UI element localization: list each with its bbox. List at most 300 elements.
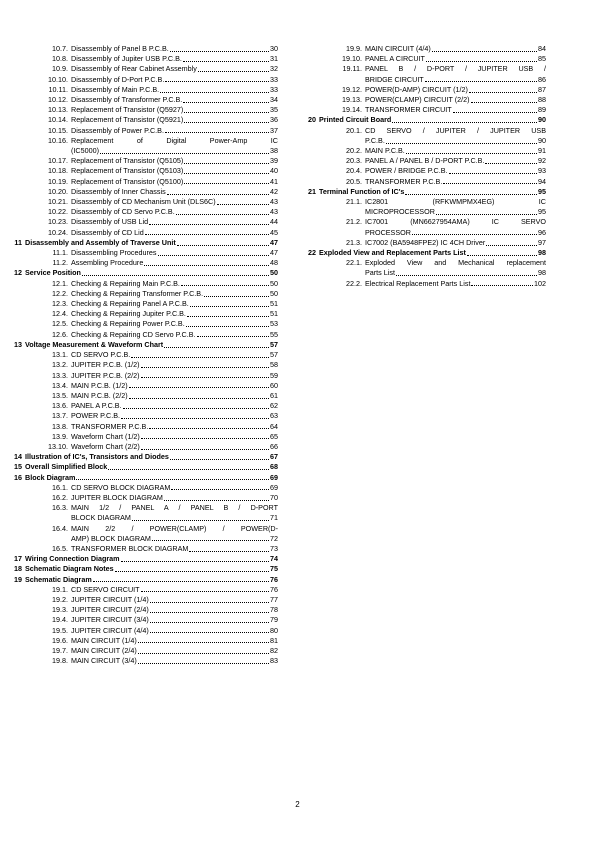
toc-entry-title: PANEL B / D-PORT / JUPITER USB / — [365, 64, 546, 74]
toc-entry-number: 10.16. — [48, 135, 68, 145]
toc-subsection-entry — [302, 217, 546, 237]
toc-entry-title: Printed Circuit Board — [319, 115, 392, 125]
toc-entry-title: Disassembly of Panel B P.C.B. — [71, 44, 169, 53]
toc-entry-page: 98 — [538, 268, 546, 278]
toc-subsection-entry — [8, 187, 278, 197]
toc-subsection-entry — [8, 228, 278, 238]
toc-entry-number: 11 — [14, 237, 22, 247]
toc-entry-number: 22.2. — [346, 278, 362, 288]
toc-entry-number: 19.2. — [52, 594, 68, 604]
dot-leader — [177, 245, 269, 246]
toc-entry-title: TRANSFORMER P.C.B. — [365, 176, 443, 186]
toc-subsection-entry — [8, 350, 278, 360]
toc-entry-page: 34 — [270, 95, 278, 105]
toc-subsection-entry — [302, 238, 546, 248]
toc-section-entry — [8, 452, 278, 462]
toc-entry-title: IC7002 (BA5948FPE2) IC 4CH Driver — [365, 237, 486, 247]
dot-leader — [129, 387, 269, 388]
dot-leader — [486, 245, 537, 246]
dot-leader — [108, 469, 269, 470]
toc-entry-page: 66 — [270, 441, 278, 451]
toc-entry-page: 50 — [270, 288, 278, 298]
toc-entry-number: 11.2. — [52, 258, 68, 268]
toc-entry-title: Parts List — [365, 268, 395, 278]
toc-subsection-entry — [8, 44, 278, 54]
toc-subsection-entry — [8, 156, 278, 166]
toc-entry-title: POWER(CLAMP) CIRCUIT (2/2) — [365, 95, 470, 105]
toc-entry-number: 10.14. — [48, 115, 68, 125]
toc-entry-number: 16.5. — [52, 543, 68, 553]
dot-leader — [485, 163, 537, 164]
toc-entry-page: 83 — [270, 656, 278, 666]
toc-entry-page: 47 — [270, 248, 278, 258]
dot-leader — [181, 285, 269, 286]
dot-leader — [149, 428, 269, 429]
toc-entry-number: 10.20. — [48, 186, 68, 196]
toc-subsection-entry — [8, 207, 278, 217]
toc-entry-page: 84 — [538, 44, 546, 53]
dot-leader — [141, 591, 269, 592]
toc-entry-title: BRIDGE CIRCUIT — [365, 74, 424, 84]
dot-leader — [171, 489, 269, 490]
toc-entry-title: Checking & Repairing Power P.C.B. — [71, 319, 185, 329]
toc-subsection-entry — [8, 54, 278, 64]
toc-entry-page: 95 — [538, 186, 546, 196]
toc-subsection-entry — [8, 391, 278, 401]
dot-leader — [183, 61, 269, 62]
toc-entry-number: 20.3. — [346, 156, 362, 166]
dot-leader — [184, 173, 269, 174]
toc-entry-number: 10.21. — [48, 197, 68, 207]
toc-entry-title: Disassembly of Inner Chassis — [71, 186, 166, 196]
toc-entry-page: 33 — [270, 84, 278, 94]
toc-entry-number: 19.13. — [342, 95, 362, 105]
toc-subsection-entry — [302, 105, 546, 115]
toc-entry-title: Waveform Chart (1/2) — [71, 431, 140, 441]
toc-entry-page: 45 — [270, 227, 278, 237]
dot-leader — [197, 336, 269, 337]
toc-entry-number: 22.1. — [346, 258, 362, 268]
toc-entry-title: JUPITER CIRCUIT (2/4) — [71, 605, 149, 615]
toc-entry-title: Disassembly of Main P.C.B. — [71, 84, 160, 94]
toc-entry-title: Waveform Chart (2/2) — [71, 441, 140, 451]
toc-entry-number: 10.17. — [48, 156, 68, 166]
toc-entry-number: 16.4. — [52, 523, 68, 533]
dot-leader — [443, 183, 537, 184]
toc-entry-title: Exploded View and Replacement Parts List — [319, 248, 466, 258]
toc-entry-page: 37 — [270, 125, 278, 135]
toc-subsection-entry — [8, 585, 278, 595]
dot-leader — [141, 449, 269, 450]
toc-entry-page: 39 — [270, 156, 278, 166]
dot-leader — [93, 581, 269, 582]
toc-subsection-entry — [302, 166, 546, 176]
toc-entry-number: 13.9. — [52, 431, 68, 441]
toc-entry-page: 75 — [270, 564, 278, 574]
toc-entry-title: POWER(D-AMP) CIRCUIT (1/2) — [365, 84, 468, 94]
toc-entry-title: Schematic Diagram — [25, 574, 92, 584]
toc-entry-title: (IC5000) — [71, 146, 99, 156]
toc-section-entry — [302, 115, 546, 125]
toc-entry-number: 10.19. — [48, 176, 68, 186]
toc-entry-page: 76 — [270, 574, 278, 584]
toc-entry-number: 19.8. — [52, 656, 68, 666]
toc-entry-title: Terminal Function of IC's — [319, 186, 405, 196]
toc-entry-page: 73 — [270, 543, 278, 553]
toc-subsection-entry — [302, 126, 546, 146]
toc-section-entry — [8, 473, 278, 483]
toc-entry-title: Disassembly of Power P.C.B. — [71, 125, 164, 135]
toc-subsection-entry — [8, 626, 278, 636]
toc-subsection-entry — [302, 279, 546, 289]
dot-leader — [164, 347, 269, 348]
dot-leader — [184, 183, 269, 184]
toc-entry-page: 50 — [270, 278, 278, 288]
toc-entry-number: 10.24. — [48, 227, 68, 237]
toc-entry-page: 59 — [270, 370, 278, 380]
toc-entry-page: 50 — [270, 268, 278, 278]
toc-subsection-entry — [8, 177, 278, 187]
toc-entry-title: Checking & Repairing Panel A P.C.B. — [71, 299, 189, 309]
toc-entry-number: 10.9. — [52, 64, 68, 74]
toc-entry-number: 11.1. — [52, 248, 68, 258]
dot-leader — [115, 571, 269, 572]
toc-entry-page: 53 — [270, 319, 278, 329]
toc-entry-page: 35 — [270, 105, 278, 115]
toc-entry-title: Checking & Repairing CD Servo P.C.B. — [71, 329, 196, 339]
toc-entry-number: 18 — [14, 564, 22, 574]
toc-entry-number: 10.23. — [48, 217, 68, 227]
toc-entry-page: 70 — [270, 492, 278, 502]
toc-entry-title: CD SERVO P.C.B. — [71, 350, 131, 360]
toc-entry-page: 90 — [538, 135, 546, 145]
toc-section-entry — [8, 564, 278, 574]
toc-entry-page: 102 — [534, 278, 546, 288]
toc-entry-title: P.C.B. — [365, 135, 385, 145]
toc-entry-number: 13.6. — [52, 401, 68, 411]
toc-entry-title: IC2801 (RFKWMPMX4EG) IC — [365, 197, 546, 207]
toc-entry-number: 16 — [14, 472, 22, 482]
toc-entry-title: Checking & Repairing Jupiter P.C.B. — [71, 309, 186, 319]
toc-entry-number: 19.1. — [52, 584, 68, 594]
toc-entry-number: 13.8. — [52, 421, 68, 431]
toc-entry-page: 62 — [270, 401, 278, 411]
dot-leader — [425, 81, 537, 82]
toc-entry-title: BLOCK DIAGRAM — [71, 513, 131, 523]
dot-leader — [471, 102, 538, 103]
toc-subsection-entry — [8, 85, 278, 95]
toc-entry-title: Disassembly of Transformer P.C.B. — [71, 95, 183, 105]
toc-subsection-entry — [8, 381, 278, 391]
dot-leader — [145, 234, 269, 235]
dot-leader — [138, 653, 269, 654]
toc-entry-number: 21.2. — [346, 217, 362, 227]
dot-leader — [217, 204, 269, 205]
dot-leader — [121, 561, 269, 562]
toc-entry-page: 87 — [538, 84, 546, 94]
toc-entry-number: 13.3. — [52, 370, 68, 380]
toc-entry-number: 15 — [14, 462, 22, 472]
toc-subsection-entry — [8, 493, 278, 503]
dot-leader — [100, 153, 269, 154]
toc-entry-number: 19.10. — [342, 54, 362, 64]
toc-subsection-entry — [8, 595, 278, 605]
toc-entry-page: 55 — [270, 329, 278, 339]
toc-subsection-entry — [8, 442, 278, 452]
dot-leader — [184, 112, 269, 113]
toc-entry-title: Illustration of IC's, Transistors and Diodes — [25, 452, 169, 462]
toc-entry-page: 95 — [538, 207, 546, 217]
toc-entry-title: Disassembly of CD Lid — [71, 227, 144, 237]
toc-entry-page: 63 — [270, 411, 278, 421]
toc-entry-title: Disassembly of Rear Cabinet Assembly — [71, 64, 197, 74]
toc-entry-title: Disassembling Procedures — [71, 248, 157, 258]
toc-entry-title: Exploded View and Mechanical replacement — [365, 258, 546, 268]
toc-entry-page: 40 — [270, 166, 278, 176]
toc-entry-page: 80 — [270, 625, 278, 635]
toc-entry-title: JUPITER CIRCUIT (4/4) — [71, 625, 149, 635]
toc-entry-number: 19.12. — [342, 84, 362, 94]
toc-entry-number: 13.1. — [52, 350, 68, 360]
toc-entry-number: 10.13. — [48, 105, 68, 115]
dot-leader — [432, 51, 537, 52]
toc-entry-title: Assembling Procedure — [71, 258, 144, 268]
toc-entry-number: 21 — [308, 186, 316, 196]
dot-leader — [186, 326, 269, 327]
dot-leader — [190, 306, 269, 307]
toc-entry-title: Replacement of Transistor (Q5103) — [71, 166, 184, 176]
toc-entry-number: 20.2. — [346, 146, 362, 156]
toc-entry-page: 97 — [538, 237, 546, 247]
toc-entry-page: 94 — [538, 176, 546, 186]
toc-entry-page: 74 — [270, 554, 278, 564]
toc-entry-title: PANEL A CIRCUIT — [365, 54, 425, 64]
toc-subsection-entry — [8, 411, 278, 421]
toc-entry-title: TRANSFORMER BLOCK DIAGRAM — [71, 543, 189, 553]
toc-entry-title: POWER P.C.B. — [71, 411, 120, 421]
dot-leader — [396, 275, 537, 276]
toc-section-entry — [302, 187, 546, 197]
toc-subsection-entry — [302, 44, 546, 54]
dot-leader — [189, 551, 269, 552]
toc-entry-page: 67 — [270, 452, 278, 462]
toc-subsection-entry — [302, 95, 546, 105]
toc-entry-number: 12.4. — [52, 309, 68, 319]
toc-section-entry — [8, 462, 278, 472]
dot-leader — [176, 214, 269, 215]
toc-entry-page: 43 — [270, 207, 278, 217]
toc-entry-page: 98 — [538, 248, 546, 258]
toc-entry-number: 10.18. — [48, 166, 68, 176]
toc-subsection-entry — [302, 146, 546, 156]
dot-leader — [167, 194, 269, 195]
toc-subsection-entry — [8, 197, 278, 207]
toc-entry-number: 16.1. — [52, 482, 68, 492]
toc-subsection-entry — [8, 371, 278, 381]
toc-subsection-entry — [8, 217, 278, 227]
toc-entry-title: MAIN CIRCUIT (1/4) — [71, 635, 137, 645]
toc-subsection-entry — [8, 544, 278, 554]
toc-entry-title: MAIN 2/2 / POWER(CLAMP) / POWER(D- — [71, 523, 278, 533]
toc-entry-page: 82 — [270, 645, 278, 655]
toc-subsection-entry — [302, 177, 546, 187]
toc-entry-page: 85 — [538, 54, 546, 64]
toc-entry-number: 10.12. — [48, 95, 68, 105]
toc-entry-page: 77 — [270, 594, 278, 604]
dot-leader — [426, 61, 537, 62]
toc-entry-title: MICROPROCESSOR — [365, 207, 435, 217]
toc-entry-page: 92 — [538, 156, 546, 166]
toc-entry-page: 32 — [270, 64, 278, 74]
toc-entry-title: CD SERVO / JUPITER / JUPITER USB — [365, 125, 546, 135]
toc-entry-page: 78 — [270, 605, 278, 615]
toc-entry-page: 93 — [538, 166, 546, 176]
toc-entry-page: 86 — [538, 74, 546, 84]
toc-entry-page: 89 — [538, 105, 546, 115]
toc-entry-page: 96 — [538, 227, 546, 237]
toc-subsection-entry — [8, 64, 278, 74]
toc-entry-title: PANEL A / PANEL B / D-PORT P.C.B. — [365, 156, 485, 166]
toc-subsection-entry — [302, 54, 546, 64]
toc-subsection-entry — [8, 360, 278, 370]
dot-leader — [129, 398, 269, 399]
toc-entry-number: 13.7. — [52, 411, 68, 421]
toc-entry-number: 20.4. — [346, 166, 362, 176]
toc-entry-number: 14 — [14, 452, 22, 462]
toc-entry-title: Block Diagram — [25, 472, 76, 482]
toc-entry-number: 12.5. — [52, 319, 68, 329]
toc-entry-title: TRANSFORMER P.C.B. — [71, 421, 149, 431]
toc-entry-number: 10.10. — [48, 74, 68, 84]
toc-entry-page: 88 — [538, 95, 546, 105]
toc-entry-title: Electrical Replacement Parts List — [365, 278, 471, 288]
dot-leader — [150, 612, 269, 613]
toc-entry-number: 16.2. — [52, 492, 68, 502]
toc-entry-number: 20.1. — [346, 125, 362, 135]
toc-entry-title: Schematic Diagram Notes — [25, 564, 114, 574]
toc-entry-number: 19.11. — [342, 64, 362, 74]
toc-left-column — [8, 44, 278, 666]
toc-entry-title: Disassembly of USB Lid — [71, 217, 149, 227]
toc-section-entry — [302, 248, 546, 258]
toc-entry-page: 81 — [270, 635, 278, 645]
toc-entry-title: MAIN P.C.B. — [365, 146, 405, 156]
dot-leader — [184, 163, 269, 164]
toc-entry-number: 19.9. — [346, 44, 362, 53]
dot-leader — [82, 275, 269, 276]
toc-entry-number: 19.14. — [342, 105, 362, 115]
dot-leader — [141, 438, 269, 439]
dot-leader — [436, 214, 537, 215]
dot-leader — [141, 367, 269, 368]
toc-entry-number: 22 — [308, 248, 316, 258]
toc-entry-number: 10.7. — [52, 44, 68, 53]
dot-leader — [150, 602, 269, 603]
dot-leader — [469, 92, 537, 93]
toc-entry-page: 69 — [270, 472, 278, 482]
toc-entry-title: CD SERVO CIRCUIT — [71, 584, 140, 594]
toc-entry-page: 44 — [270, 217, 278, 227]
toc-subsection-entry — [8, 258, 278, 268]
toc-entry-page: 61 — [270, 390, 278, 400]
toc-entry-page: 41 — [270, 176, 278, 186]
toc-subsection-entry — [8, 319, 278, 329]
toc-entry-title: JUPITER CIRCUIT (1/4) — [71, 594, 149, 604]
dot-leader — [198, 71, 269, 72]
toc-entry-page: 42 — [270, 186, 278, 196]
toc-entry-title: Disassembly of CD Servo P.C.B. — [71, 207, 175, 217]
toc-entry-title: Replacement of Transistor (Q5105) — [71, 156, 184, 166]
dot-leader — [412, 234, 537, 235]
dot-leader — [170, 459, 269, 460]
toc-entry-number: 19.4. — [52, 615, 68, 625]
toc-subsection-entry — [8, 432, 278, 442]
dot-leader — [405, 194, 537, 195]
toc-entry-number: 12.1. — [52, 278, 68, 288]
toc-subsection-entry — [8, 483, 278, 493]
toc-subsection-entry — [8, 279, 278, 289]
dot-leader — [121, 418, 269, 419]
toc-entry-page: 91 — [538, 146, 546, 156]
toc-entry-title: JUPITER CIRCUIT (3/4) — [71, 615, 149, 625]
toc-entry-number: 12.2. — [52, 288, 68, 298]
dot-leader — [123, 408, 269, 409]
toc-entry-title: Checking & Repairing Transformer P.C.B. — [71, 288, 204, 298]
toc-entry-title: Disassembly of D-Port P.C.B. — [71, 74, 165, 84]
toc-entry-page: 51 — [270, 309, 278, 319]
toc-subsection-entry — [8, 105, 278, 115]
toc-entry-title: Replacement of Digital Power-Amp IC — [71, 135, 278, 145]
toc-subsection-entry — [8, 636, 278, 646]
toc-entry-page: 31 — [270, 54, 278, 64]
toc-entry-number: 10.11. — [48, 84, 68, 94]
toc-entry-number: 12.6. — [52, 329, 68, 339]
toc-entry-title: Checking & Repairing Main P.C.B. — [71, 278, 180, 288]
toc-entry-number: 10.22. — [48, 207, 68, 217]
toc-entry-number: 12.3. — [52, 299, 68, 309]
dot-leader — [149, 224, 269, 225]
toc-subsection-entry — [8, 646, 278, 656]
toc-entry-number: 13.5. — [52, 390, 68, 400]
dot-leader — [471, 285, 533, 286]
dot-leader — [150, 632, 269, 633]
toc-entry-title: MAIN CIRCUIT (2/4) — [71, 645, 137, 655]
toc-entry-number: 16.3. — [52, 503, 68, 513]
toc-subsection-entry — [8, 656, 278, 666]
toc-subsection-entry — [302, 85, 546, 95]
toc-subsection-entry — [8, 136, 278, 156]
toc-entry-page: 76 — [270, 584, 278, 594]
toc-entry-title: PROCESSOR — [365, 227, 411, 237]
dot-leader — [386, 143, 537, 144]
dot-leader — [392, 122, 537, 123]
toc-entry-number: 13 — [14, 339, 22, 349]
dot-leader — [138, 642, 269, 643]
toc-entry-number: 19 — [14, 574, 22, 584]
toc-subsection-entry — [8, 524, 278, 544]
toc-subsection-entry — [302, 197, 546, 217]
toc-entry-title: CD SERVO BLOCK DIAGRAM — [71, 482, 171, 492]
toc-section-entry — [8, 238, 278, 248]
toc-entry-title: MAIN 1/2 / PANEL A / PANEL B / D-PORT — [71, 503, 278, 513]
toc-section-entry — [8, 340, 278, 350]
toc-entry-number: 10.8. — [52, 54, 68, 64]
toc-subsection-entry — [8, 299, 278, 309]
dot-leader — [184, 122, 269, 123]
dot-leader — [406, 153, 537, 154]
toc-subsection-entry — [8, 503, 278, 523]
toc-subsection-entry — [8, 615, 278, 625]
